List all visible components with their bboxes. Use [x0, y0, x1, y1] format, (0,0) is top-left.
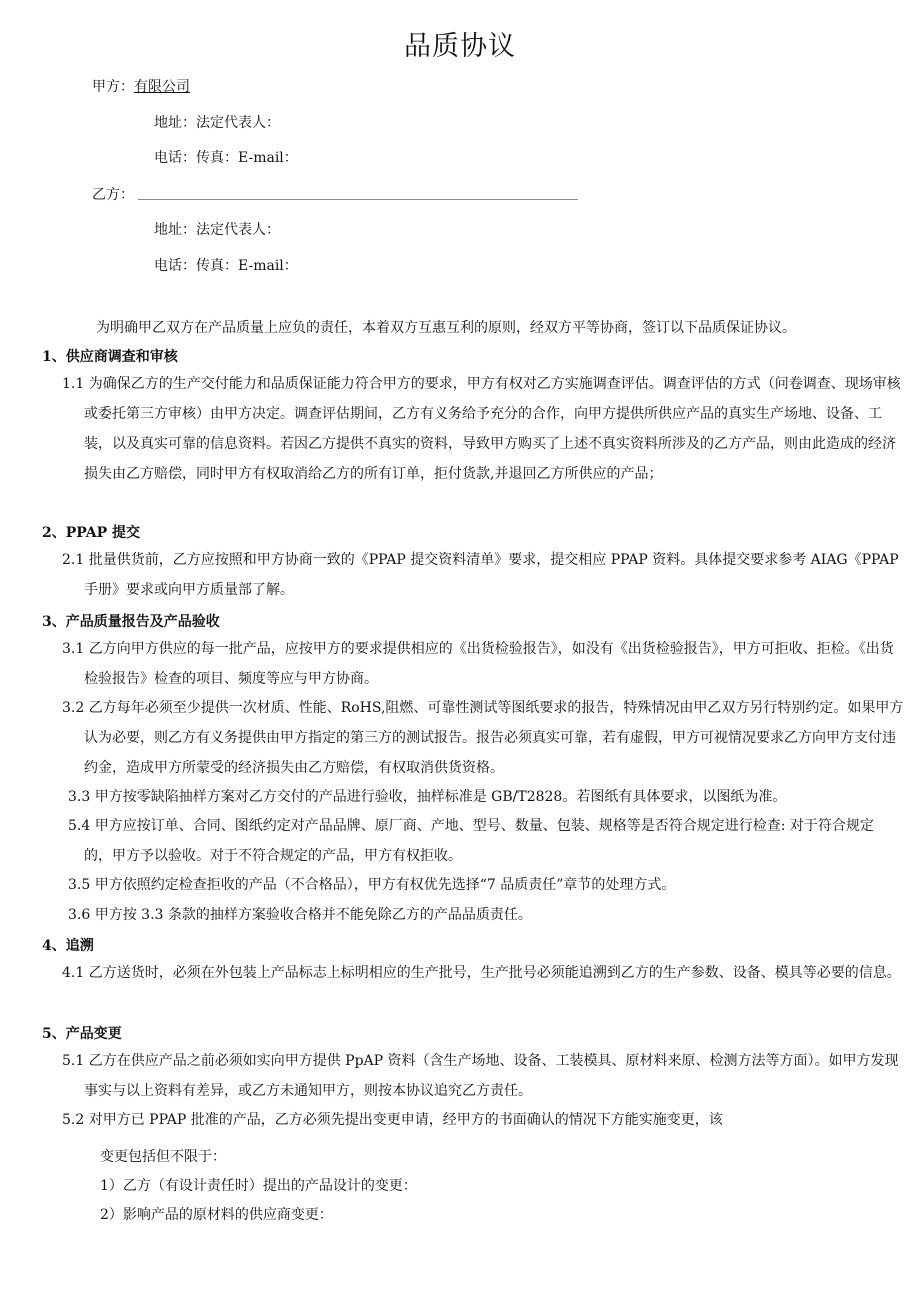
party-a-label: 甲方： — [92, 79, 134, 95]
list-item: 2）影响产品的原材料的供应商变更： — [100, 1207, 333, 1223]
clause-2-1: 2.1 批量供货前，乙方应按照和甲方协商一致的《PPAP 提交资料清单》要求，提交相应 PPAP 资料。具体提交要求参考 AIAG《PPAP 手册》要求或向甲方质量部了解。 — [62, 552, 899, 598]
section-5-heading: 5、产品变更 — [42, 1026, 122, 1042]
party-a-line — [92, 76, 190, 96]
party-a-name: 有限公司 — [134, 79, 190, 95]
intro-paragraph: 为明确甲乙双方在产品质量上应负的责任，本着双方互惠互利的原则，经双方平等协商，签订以下品质保证协议。 — [96, 320, 796, 336]
section-3-heading: 3、产品质量报告及产品验收 — [42, 614, 220, 630]
clause-3-6: 3.6 甲方按 3.3 条款的抽样方案验收合格并不能免除乙方的产品品质责任。 — [68, 907, 532, 923]
clause-1-1: 1.1 为确保乙方的生产交付能力和品质保证能力符合甲方的要求，甲方有权对乙方实施调查评估。调查评估的方式（问卷调查、现场审核或委托第三方审核）由甲方决定。调查评估期间，乙方有义务给予充分的合作，向甲方提供所供应产品的真实生产场地、设备、工装，以及真实可靠的信息资料。若因乙方提供不真实的资料，导致甲方购买了上述不真实资料所涉及的乙方产品，则由此造成的经济损失由乙方赔偿，同时甲方有权取消给乙方的所有订单，拒付货款,并退回乙方所供应的产品； — [62, 376, 901, 482]
document-title: 品质协议 — [404, 31, 516, 62]
clause-5-2: 5.2 对甲方已 PPAP 批准的产品，乙方必须先提出变更申请，经甲方的书面确认的情况下方能实施变更，该 — [62, 1112, 723, 1128]
section-2-heading: 2、PPAP 提交 — [42, 525, 141, 541]
section-1-heading: 1、供应商调查和审核 — [42, 349, 178, 365]
party-b-name-line — [138, 199, 578, 200]
clause-5-2-continued: 变更包括但不限于： — [100, 1149, 226, 1165]
clause-3-3: 3.3 甲方按零缺陷抽样方案对乙方交付的产品进行验收，抽样标准是 GB/T2828。若图纸有具体要求，以图纸为准。 — [68, 789, 787, 805]
clause-3-5: 3.5 甲方依照约定检查拒收的产品（不合格品），甲方有权优先选择“7 品质责任”章节的处理方式。 — [68, 877, 676, 893]
party-a-address: 地址：法定代表人： — [154, 115, 280, 131]
clause-3-1: 3.1 乙方向甲方供应的每一批产品，应按甲方的要求提供相应的《出货检验报告》，如没有《出货检验报告》，甲方可拒收、拒检。《出货检验报告》检查的项目、频度等应与甲方协商。 — [62, 641, 894, 687]
party-b-contact: 电话：传真：E-mail： — [154, 258, 298, 274]
list-item: 1）乙方（有设计责任时）提出的产品设计的变更： — [100, 1178, 417, 1194]
section-4-heading: 4、追溯 — [42, 938, 94, 954]
clause-4-1: 4.1 乙方送货时，必须在外包装上产品标志上标明相应的生产批号，生产批号必须能追溯到乙方的生产参数、设备、模具等必要的信息。 — [62, 965, 901, 981]
clause-3-2: 3.2 乙方每年必须至少提供一次材质、性能、RoHS,阻燃、可靠性测试等图纸要求的报告，特殊情况由甲乙双方另行特别约定。如果甲方认为必要，则乙方有义务提供由甲方指定的第三方的测试报告。报告必须真实可靠，若有虚假，甲方可视情况要求乙方向甲方支付违约金，造成甲方所蒙受的经济损失由乙方赔偿，有权取消供货资格。 — [62, 700, 904, 776]
party-a-contact: 电话：传真：E-mail： — [154, 150, 298, 166]
party-b-address: 地址：法定代表人： — [154, 222, 280, 238]
clause-5-1: 5.1 乙方在供应产品之前必须如实向甲方提供 PpAP 资料（含生产场地、设备、工装模具、原材料来原、检测方法等方面）。如甲方发现事实与以上资料有差异，或乙方未通知甲方，则按本协议追究乙方责任。 — [62, 1053, 899, 1099]
party-b-label: 乙方： — [92, 187, 134, 203]
clause-3-4: 5.4 甲方应按订单、合同、图纸约定对产品品牌、原厂商、产地、型号、数量、包装、规格等是否符合规定进行检查: 对于符合规定的，甲方予以验收。对于不符合规定的产品，甲方有权拒收。 — [68, 818, 874, 864]
